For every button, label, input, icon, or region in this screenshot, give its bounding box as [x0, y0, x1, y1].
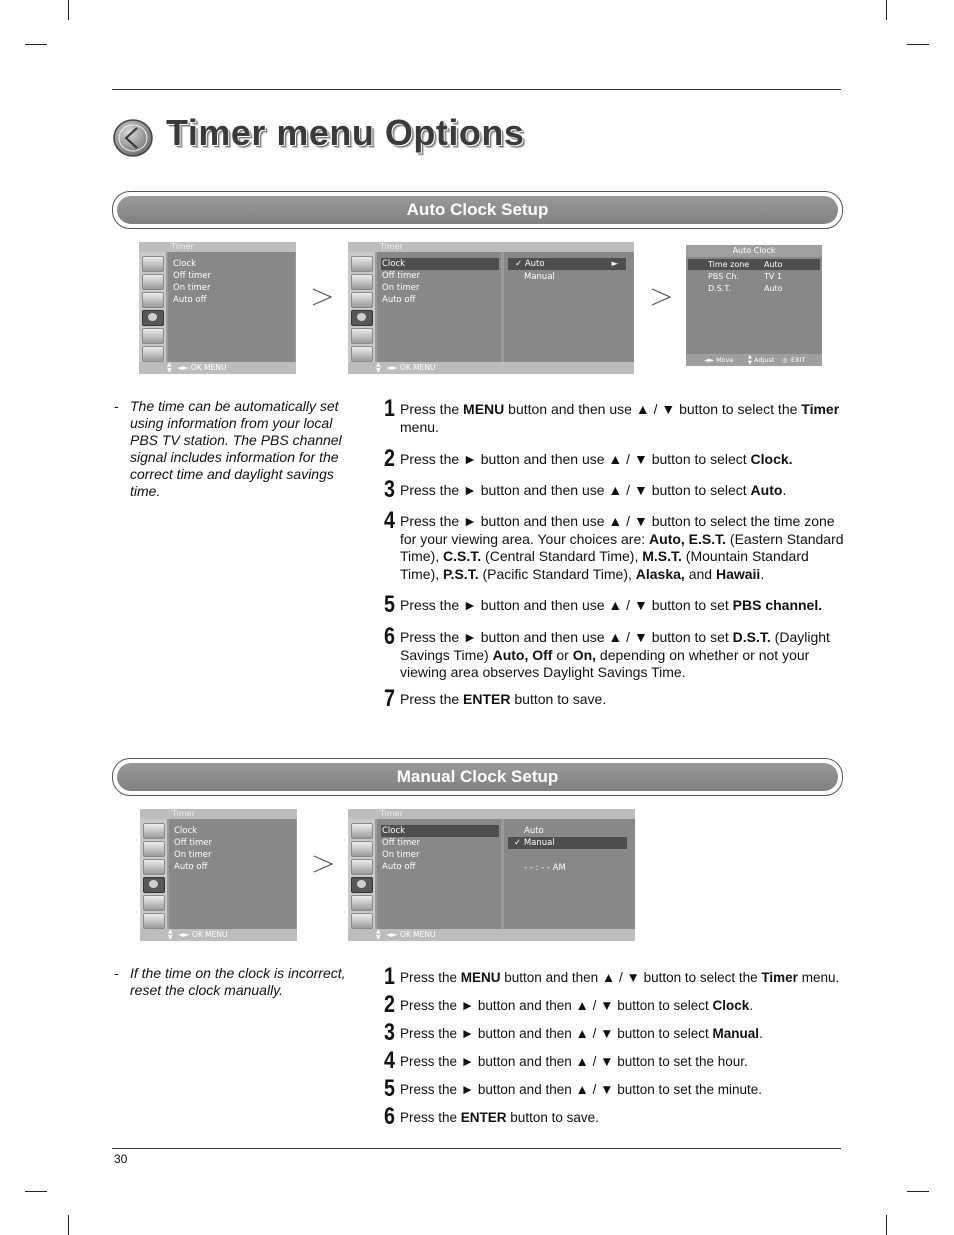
- menu-item-off-timer: Off timer: [382, 838, 420, 848]
- crop-mark: [68, 0, 69, 20]
- osd-icon-column: [348, 819, 375, 929]
- timer-icon: [142, 310, 164, 326]
- row-pbs-ch: PBS Ch. TV 1: [708, 272, 782, 281]
- submenu-item-manual: ✓ Manual: [508, 837, 627, 849]
- crop-mark: [886, 0, 887, 20]
- timer-icon: [143, 877, 165, 893]
- sound-icon: [351, 859, 373, 875]
- osd-icon-column: [140, 819, 167, 929]
- osd-menu-list: [168, 252, 295, 362]
- menu-item-on-timer: On timer: [174, 850, 212, 860]
- menu-item-on-timer: On timer: [173, 283, 211, 293]
- osd-footer: ▲ ▼ ◄► OK MENU: [139, 362, 296, 374]
- right-arrow-icon: ►: [611, 259, 618, 269]
- page-title: Timer menu Options: [166, 112, 525, 153]
- back-circle-icon: [112, 118, 154, 158]
- antenna-icon: [142, 256, 164, 272]
- osd-footer: ▲ ▼ ◄► OK MENU: [348, 929, 635, 941]
- timer-icon: [351, 877, 373, 893]
- step-text: Press the ► button and then ▲ / ▼ button to set the hour.: [400, 1054, 748, 1069]
- menu-item-auto-off: Auto off: [173, 295, 207, 305]
- osd-header: Timer: [348, 242, 634, 252]
- osd-timer-clock-menu: [348, 242, 634, 374]
- crop-mark: [25, 1191, 47, 1192]
- timer-icon: [351, 310, 373, 326]
- menu-item-off-timer: Off timer: [382, 271, 420, 281]
- up-down-icon: ▲ ▼: [748, 354, 752, 366]
- up-down-icon: ▲ ▼: [376, 361, 381, 374]
- osd-header: Timer: [140, 809, 297, 819]
- up-down-icon: ▲ ▼: [168, 928, 173, 941]
- step-text: Press the ► button and then use ▲ / ▼ button to set D.S.T. (Daylight Savings Time) Auto, Off or On, depending on whether or not your viewing area observes Daylight Savings Time.: [400, 629, 830, 680]
- crop-mark: [25, 44, 47, 45]
- crop-mark: [907, 44, 929, 45]
- menu-item-off-timer: Off timer: [174, 838, 212, 848]
- bottom-rule: [112, 1148, 841, 1149]
- ok-circle-icon: ◎: [782, 356, 788, 364]
- next-arrow-icon: [312, 287, 332, 307]
- time-input-value: - - : - - AM: [524, 863, 566, 873]
- menu-item-auto-off: Auto off: [382, 295, 416, 305]
- row-time-zone: Time zone Auto: [688, 259, 820, 270]
- next-arrow-icon: [313, 854, 333, 874]
- step-number: 4: [384, 1047, 395, 1074]
- sound-icon: [351, 292, 373, 308]
- step-text: Press the ► button and then use ▲ / ▼ button to select Auto.: [400, 482, 787, 498]
- step-text: Press the ENTER button to save.: [400, 691, 607, 707]
- osd-timer-clock-menu: [348, 809, 635, 941]
- special-icon: [143, 895, 165, 911]
- section-heading: Manual Clock Setup: [396, 767, 559, 786]
- step-number: 7: [384, 685, 395, 712]
- osd-menu-list: [377, 819, 501, 929]
- screen-icon: [351, 913, 373, 929]
- antenna-icon: [143, 823, 165, 839]
- step-text: Press the ► button and then ▲ / ▼ button to select Clock.: [400, 998, 754, 1013]
- step-number: 6: [384, 623, 395, 650]
- osd-submenu: [504, 252, 634, 362]
- step-number: 6: [384, 1103, 395, 1130]
- sound-icon: [142, 292, 164, 308]
- step-text: Press the ► button and then use ▲ / ▼ button to select the time zone for your viewing area. Your choices are: Auto, E.S.T. (Eastern Standard Time), C.S.T. (Central Standard Time), M.S.T. (Mountain Standard Time), P.S.T. (Pacific Standard Time), Alaska, and Hawaii.: [400, 513, 844, 582]
- row-dst: D.S.T. Auto: [708, 284, 783, 293]
- osd-header: Timer: [348, 809, 635, 819]
- osd-header: Auto Clock: [686, 245, 822, 257]
- step-number: 3: [384, 476, 395, 503]
- osd-icon-column: [348, 252, 375, 362]
- osd-footer: ▲ ▼ ◄► OK MENU: [348, 362, 634, 374]
- submenu-item-auto: ✓ Auto ►: [508, 258, 626, 270]
- step-text: Press the ► button and then use ▲ / ▼ button to set PBS channel.: [400, 597, 823, 613]
- submenu-item-manual: Manual: [524, 272, 555, 282]
- step-number: 1: [384, 963, 395, 990]
- top-rule: [112, 89, 841, 90]
- step-text: Press the ► button and then use ▲ / ▼ button to select Clock.: [400, 451, 793, 467]
- menu-item-clock: Clock: [381, 825, 499, 837]
- sound-icon: [143, 859, 165, 875]
- osd-timer-menu: [140, 809, 297, 941]
- step-number: 1: [384, 395, 395, 422]
- picture-icon: [142, 274, 164, 290]
- step-text: Press the MENU button and then ▲ / ▼ button to select the Timer menu.: [400, 970, 840, 985]
- menu-item-auto-off: Auto off: [382, 862, 416, 872]
- menu-item-clock: Clock: [174, 826, 198, 836]
- section-heading: Auto Clock Setup: [406, 200, 549, 219]
- submenu-item-auto: Auto: [524, 826, 544, 836]
- crop-mark: [886, 1215, 887, 1235]
- up-down-icon: ▲ ▼: [376, 928, 381, 941]
- osd-timer-menu: [139, 242, 296, 374]
- crop-mark: [68, 1215, 69, 1235]
- osd-icon-column: [139, 252, 166, 362]
- picture-icon: [143, 841, 165, 857]
- osd-footer: ◄► Move ▲ ▼ Adjust ◎ EXIT: [686, 354, 822, 366]
- crop-mark: [907, 1191, 929, 1192]
- step-number: 3: [384, 1019, 395, 1046]
- step-number: 5: [384, 1075, 395, 1102]
- osd-menu-list: [169, 819, 296, 929]
- auto-clock-section-bar: [112, 191, 843, 229]
- osd-auto-clock: [686, 245, 822, 366]
- special-icon: [351, 895, 373, 911]
- step-text: Press the ENTER button to save.: [400, 1110, 599, 1125]
- up-down-icon: ▲ ▼: [167, 361, 172, 374]
- step-text: Press the ► button and then ▲ / ▼ button to select Manual.: [400, 1026, 763, 1041]
- menu-item-auto-off: Auto off: [174, 862, 208, 872]
- screen-icon: [143, 913, 165, 929]
- menu-item-on-timer: On timer: [382, 283, 420, 293]
- osd-submenu: [504, 819, 635, 929]
- screen-icon: [351, 346, 373, 362]
- step-text: Press the MENU button and then use ▲ / ▼ button to select the Timer menu.: [400, 401, 840, 435]
- step-number: 2: [384, 445, 395, 472]
- step-number: 2: [384, 991, 395, 1018]
- menu-item-on-timer: On timer: [382, 850, 420, 860]
- step-number: 4: [384, 507, 395, 534]
- picture-icon: [351, 274, 373, 290]
- manual-clock-section-bar: [112, 758, 843, 796]
- osd-menu-list: [377, 252, 501, 362]
- osd-header: Timer: [139, 242, 296, 252]
- special-icon: [351, 328, 373, 344]
- page-number: 30: [114, 1152, 128, 1166]
- menu-item-clock: Clock: [173, 259, 197, 269]
- osd-footer: ▲ ▼ ◄► OK MENU: [140, 929, 297, 941]
- screen-icon: [142, 346, 164, 362]
- menu-item-clock: Clock: [381, 258, 499, 270]
- antenna-icon: [351, 256, 373, 272]
- special-icon: [142, 328, 164, 344]
- step-text: Press the ► button and then ▲ / ▼ button to set the minute.: [400, 1082, 763, 1097]
- next-arrow-icon: [651, 287, 671, 307]
- menu-item-off-timer: Off timer: [173, 271, 211, 281]
- antenna-icon: [351, 823, 373, 839]
- step-number: 5: [384, 591, 395, 618]
- picture-icon: [351, 841, 373, 857]
